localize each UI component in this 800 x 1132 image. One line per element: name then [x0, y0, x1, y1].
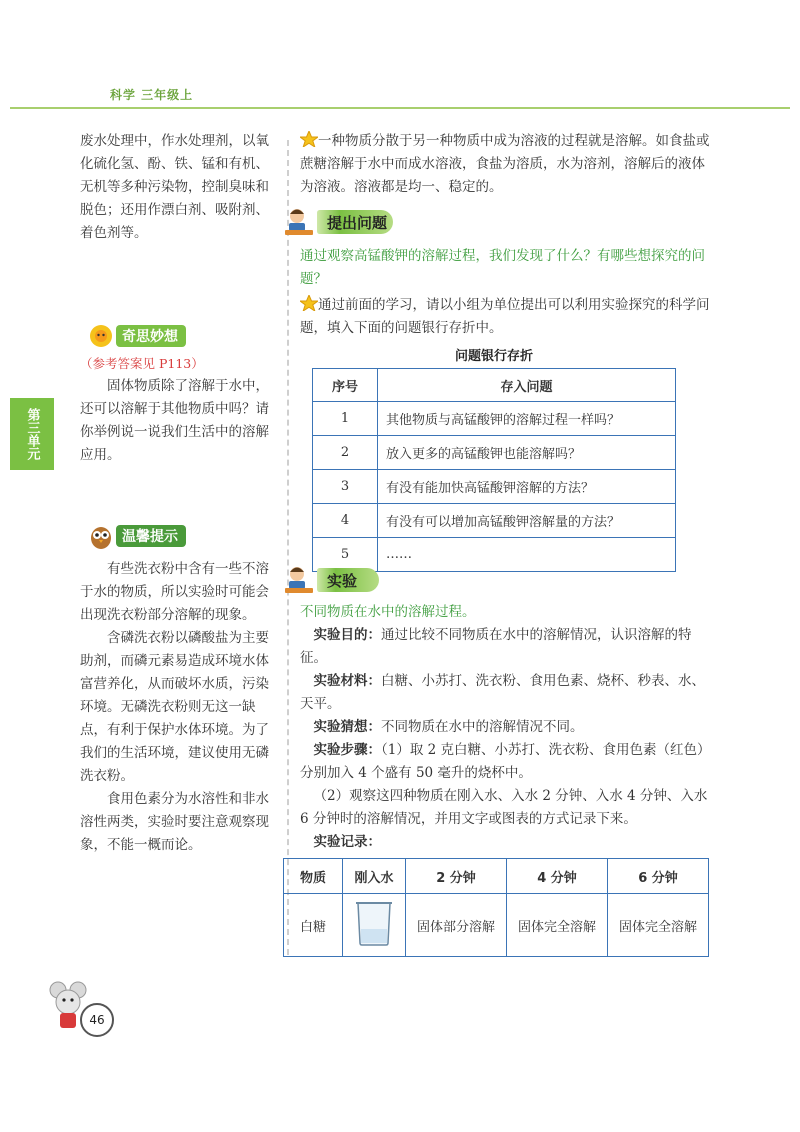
- step2-text: （2）观察这四种物质在刚入水、入水 2 分钟、入水 4 分钟、入水 6 分钟时的溶解情况，并用文字或图表的方式记录下来。: [300, 788, 708, 827]
- record-header-4min: 4 分钟: [507, 859, 608, 894]
- record-label: 实验记录：: [313, 834, 381, 850]
- tip-header: [88, 522, 186, 550]
- record-header-6min: 6 分钟: [608, 859, 709, 894]
- record-beaker-cell: [343, 894, 406, 957]
- bank-title: 问题银行存折: [454, 349, 533, 364]
- intro-text: 一种物质分散于另一种物质中成为溶液的过程就是溶解。如食盐或蔗糖溶解于水中而成水溶液，食盐为溶质，水为溶剂，溶解后的液体为溶液。溶液都是均一、稳定的。: [300, 133, 710, 195]
- sec2-title: 实验: [317, 568, 379, 592]
- materials-text: 实验材料：白糖、小苏打、洗衣粉、食用色素、烧杯、秒表、水、天平。: [300, 673, 705, 712]
- table-row: 5 ……: [313, 538, 676, 572]
- star-icon: [300, 295, 318, 311]
- record-item: 白糖: [284, 894, 343, 957]
- record-6min: 固体完全溶解: [608, 894, 709, 957]
- tip-badge: 温馨提示: [116, 525, 186, 547]
- sec1-question: 通过观察高锰酸钾的溶解过程，我们发现了什么？有哪些想探究的问题？: [300, 248, 705, 287]
- record-4min: 固体完全溶解: [507, 894, 608, 957]
- child-reading-icon: [283, 565, 315, 595]
- beaker-icon: [352, 899, 396, 947]
- sec1-header: [283, 207, 393, 237]
- column-divider: [287, 140, 289, 955]
- child-reading-icon: [283, 207, 315, 237]
- record-header-2min: 2 分钟: [406, 859, 507, 894]
- star-icon: [300, 131, 318, 147]
- bank-header-question: 存入问题: [378, 369, 676, 402]
- tip-para-2: 含磷洗衣粉以磷酸盐为主要助剂，而磷元素易造成环境水体富营养化，从而破坏水质，污染环境。无磷洗衣粉则无这一缺点，有利于保护水体环境。为了我们的生活环境，建议使用无磷洗衣粉。: [80, 630, 269, 784]
- sec1-title: 提出问题: [317, 210, 393, 234]
- table-row: 2 放入更多的高锰酸钾也能溶解吗？: [313, 436, 676, 470]
- unit-side-tab: 第三单元: [10, 398, 54, 470]
- sec2-header: [283, 565, 379, 595]
- sec1-block: [300, 245, 712, 340]
- table-row: 1 其他物质与高锰酸钾的溶解过程一样吗？: [313, 402, 676, 436]
- tip-block: [80, 558, 270, 857]
- intro-block: [300, 130, 712, 199]
- table-row: 4 有没有可以增加高锰酸钾溶解量的方法？: [313, 504, 676, 538]
- record-2min: 固体部分溶解: [406, 894, 507, 957]
- table-row: 3 有没有能加快高锰酸钾溶解的方法？: [313, 470, 676, 504]
- owl-icon: [88, 522, 114, 550]
- sec1-text: 通过前面的学习，请以小组为单位提出可以利用实验探究的科学问题，填入下面的问题银行存折中。: [300, 297, 710, 336]
- experiment-block: [300, 601, 712, 854]
- qisi-header: [88, 323, 186, 349]
- table-row: [284, 894, 709, 957]
- left-intro-text: [80, 130, 270, 245]
- record-header-initial: 刚入水: [343, 859, 406, 894]
- tip-para-1: 有些洗衣粉中含有一些不溶于水的物质，所以实验时可能会出现洗衣粉部分溶解的现象。: [80, 561, 269, 623]
- qisi-text: 固体物质除了溶解于水中，还可以溶解于其他物质中吗？请你举例说一说我们生活中的溶解应用。: [80, 378, 269, 463]
- tip-para-3: 食用色素分为水溶性和非水溶性两类，实验时要注意观察现象，不能一概而论。: [80, 791, 269, 853]
- flower-icon: [88, 323, 114, 349]
- question-bank-table: [312, 368, 676, 572]
- purpose-text: 实验目的：通过比较不同物质在水中的溶解情况，认识溶解的特征。: [300, 627, 692, 666]
- qisi-badge: 奇思妙想: [116, 325, 186, 347]
- guess-text: 实验猜想：不同物质在水中的溶解情况不同。: [313, 719, 584, 735]
- experiment-record-table: [283, 858, 709, 957]
- steps-text: 实验步骤：（1）取 2 克白糖、小苏打、洗衣粉、食用色素（红色）分别加入 4 个盛有 50 毫升的烧杯中。: [300, 742, 711, 781]
- record-header-item: 物质: [284, 859, 343, 894]
- header-rule: [10, 107, 790, 109]
- page-number: 46: [80, 1003, 114, 1037]
- qisi-ref: （参考答案见 P113）: [80, 356, 204, 371]
- bank-header-no: 序号: [313, 369, 378, 402]
- sec2-subtitle: 不同物质在水中的溶解过程。: [300, 604, 476, 620]
- qisi-block: [80, 352, 270, 467]
- left-para-1: 废水处理中，作水处理剂，以氧化硫化氢、酚、铁、锰和有机、无机等多种污染物，控制臭味和脱色；还用作漂白剂、吸附剂、着色剂等。: [80, 133, 269, 241]
- header-title: 科学 三年级上: [110, 88, 194, 102]
